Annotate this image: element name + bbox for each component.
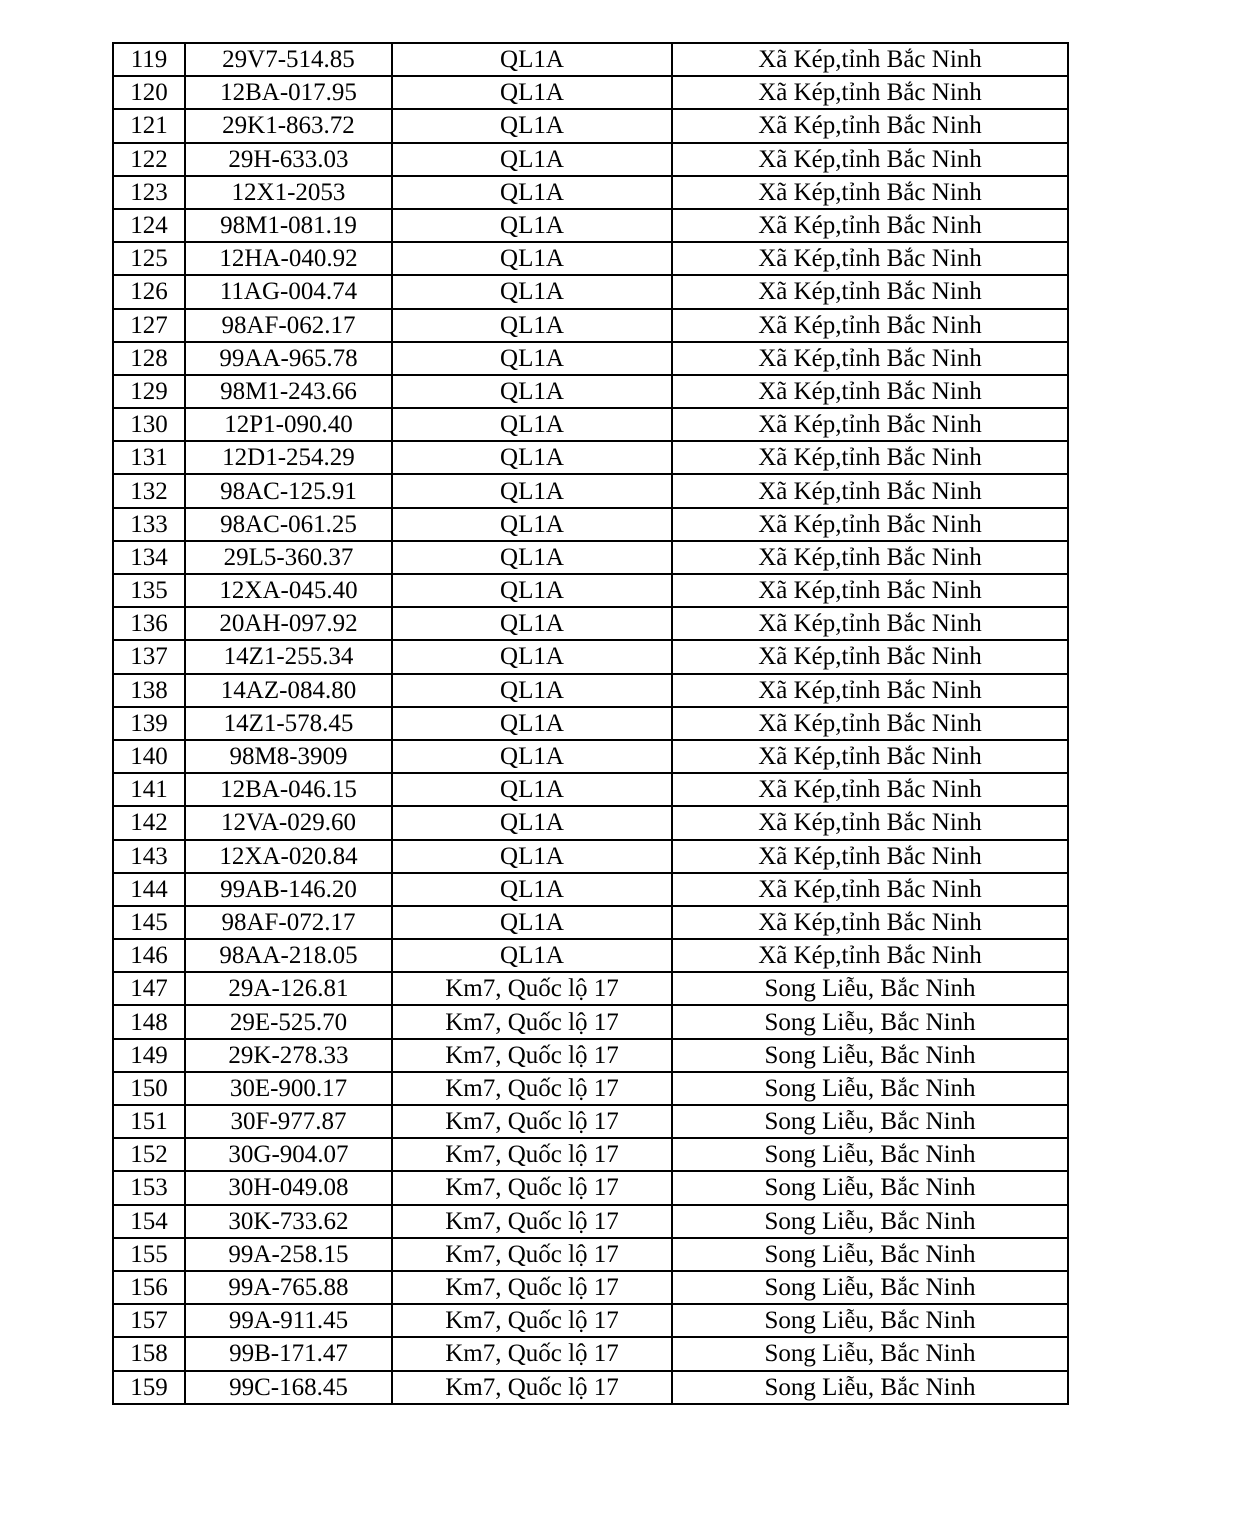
license-plate-cell: 12P1-090.40 bbox=[185, 408, 392, 441]
road-cell: Km7, Quốc lộ 17 bbox=[392, 1039, 672, 1072]
table-row bbox=[113, 1072, 1068, 1105]
table-row bbox=[113, 76, 1068, 109]
table-row bbox=[113, 1337, 1068, 1370]
road-cell: QL1A bbox=[392, 242, 672, 275]
location-cell: Xã Kép,tỉnh Bắc Ninh bbox=[672, 740, 1068, 773]
license-plate-cell: 30F-977.87 bbox=[185, 1105, 392, 1138]
row-number-cell: 152 bbox=[113, 1138, 185, 1171]
table-row bbox=[113, 939, 1068, 972]
location-cell: Xã Kép,tỉnh Bắc Ninh bbox=[672, 840, 1068, 873]
location-cell: Xã Kép,tỉnh Bắc Ninh bbox=[672, 176, 1068, 209]
row-number-cell: 153 bbox=[113, 1171, 185, 1204]
license-plate-cell: 14AZ-084.80 bbox=[185, 674, 392, 707]
row-number-cell: 151 bbox=[113, 1105, 185, 1138]
license-plate-cell: 12BA-046.15 bbox=[185, 773, 392, 806]
road-cell: QL1A bbox=[392, 375, 672, 408]
row-number-cell: 157 bbox=[113, 1304, 185, 1337]
location-cell: Xã Kép,tỉnh Bắc Ninh bbox=[672, 607, 1068, 640]
road-cell: QL1A bbox=[392, 109, 672, 142]
location-cell: Song Liễu, Bắc Ninh bbox=[672, 1205, 1068, 1238]
row-number-cell: 133 bbox=[113, 508, 185, 541]
row-number-cell: 121 bbox=[113, 109, 185, 142]
table-row bbox=[113, 474, 1068, 507]
location-cell: Song Liễu, Bắc Ninh bbox=[672, 1005, 1068, 1038]
row-number-cell: 143 bbox=[113, 840, 185, 873]
road-cell: Km7, Quốc lộ 17 bbox=[392, 1304, 672, 1337]
row-number-cell: 149 bbox=[113, 1039, 185, 1072]
table-row bbox=[113, 275, 1068, 308]
location-cell: Song Liễu, Bắc Ninh bbox=[672, 1304, 1068, 1337]
location-cell: Xã Kép,tỉnh Bắc Ninh bbox=[672, 640, 1068, 673]
row-number-cell: 137 bbox=[113, 640, 185, 673]
license-plate-cell: 98M1-243.66 bbox=[185, 375, 392, 408]
table-row bbox=[113, 342, 1068, 375]
road-cell: QL1A bbox=[392, 441, 672, 474]
table-row bbox=[113, 806, 1068, 839]
location-cell: Xã Kép,tỉnh Bắc Ninh bbox=[672, 474, 1068, 507]
road-cell: QL1A bbox=[392, 840, 672, 873]
license-plate-cell: 99AB-146.20 bbox=[185, 873, 392, 906]
row-number-cell: 146 bbox=[113, 939, 185, 972]
road-cell: Km7, Quốc lộ 17 bbox=[392, 1138, 672, 1171]
row-number-cell: 145 bbox=[113, 906, 185, 939]
license-plate-cell: 99A-911.45 bbox=[185, 1304, 392, 1337]
license-plate-cell: 98AF-062.17 bbox=[185, 309, 392, 342]
table-row bbox=[113, 1205, 1068, 1238]
row-number-cell: 135 bbox=[113, 574, 185, 607]
row-number-cell: 124 bbox=[113, 209, 185, 242]
road-cell: QL1A bbox=[392, 275, 672, 308]
license-plate-cell: 99A-258.15 bbox=[185, 1238, 392, 1271]
license-plate-cell: 98AF-072.17 bbox=[185, 906, 392, 939]
table-row bbox=[113, 607, 1068, 640]
row-number-cell: 141 bbox=[113, 773, 185, 806]
table-row bbox=[113, 740, 1068, 773]
location-cell: Song Liễu, Bắc Ninh bbox=[672, 1039, 1068, 1072]
table-row bbox=[113, 242, 1068, 275]
row-number-cell: 122 bbox=[113, 143, 185, 176]
location-cell: Song Liễu, Bắc Ninh bbox=[672, 1105, 1068, 1138]
road-cell: QL1A bbox=[392, 707, 672, 740]
table-row bbox=[113, 1105, 1068, 1138]
location-cell: Xã Kép,tỉnh Bắc Ninh bbox=[672, 43, 1068, 76]
table-row bbox=[113, 176, 1068, 209]
document-page bbox=[112, 42, 1069, 1405]
table-row bbox=[113, 972, 1068, 1005]
license-plate-cell: 29K1-863.72 bbox=[185, 109, 392, 142]
row-number-cell: 126 bbox=[113, 275, 185, 308]
road-cell: QL1A bbox=[392, 508, 672, 541]
row-number-cell: 128 bbox=[113, 342, 185, 375]
row-number-cell: 140 bbox=[113, 740, 185, 773]
row-number-cell: 129 bbox=[113, 375, 185, 408]
location-cell: Song Liễu, Bắc Ninh bbox=[672, 1171, 1068, 1204]
road-cell: Km7, Quốc lộ 17 bbox=[392, 1205, 672, 1238]
row-number-cell: 119 bbox=[113, 43, 185, 76]
license-plate-cell: 29E-525.70 bbox=[185, 1005, 392, 1038]
row-number-cell: 156 bbox=[113, 1271, 185, 1304]
table-row bbox=[113, 906, 1068, 939]
license-plate-cell: 30H-049.08 bbox=[185, 1171, 392, 1204]
table-row bbox=[113, 1005, 1068, 1038]
location-cell: Xã Kép,tỉnh Bắc Ninh bbox=[672, 873, 1068, 906]
row-number-cell: 139 bbox=[113, 707, 185, 740]
table-row bbox=[113, 873, 1068, 906]
location-cell: Song Liễu, Bắc Ninh bbox=[672, 1371, 1068, 1404]
table-row bbox=[113, 1371, 1068, 1404]
table-row bbox=[113, 109, 1068, 142]
location-cell: Xã Kép,tỉnh Bắc Ninh bbox=[672, 674, 1068, 707]
road-cell: QL1A bbox=[392, 873, 672, 906]
license-plate-cell: 12BA-017.95 bbox=[185, 76, 392, 109]
location-cell: Song Liễu, Bắc Ninh bbox=[672, 1072, 1068, 1105]
road-cell: QL1A bbox=[392, 176, 672, 209]
license-plate-cell: 99B-171.47 bbox=[185, 1337, 392, 1370]
road-cell: Km7, Quốc lộ 17 bbox=[392, 1005, 672, 1038]
row-number-cell: 131 bbox=[113, 441, 185, 474]
license-plate-cell: 30K-733.62 bbox=[185, 1205, 392, 1238]
row-number-cell: 132 bbox=[113, 474, 185, 507]
license-plate-cell: 30G-904.07 bbox=[185, 1138, 392, 1171]
row-number-cell: 158 bbox=[113, 1337, 185, 1370]
road-cell: QL1A bbox=[392, 541, 672, 574]
table-row bbox=[113, 574, 1068, 607]
license-plate-cell: 20AH-097.92 bbox=[185, 607, 392, 640]
license-plate-cell: 12X1-2053 bbox=[185, 176, 392, 209]
license-plate-cell: 12HA-040.92 bbox=[185, 242, 392, 275]
road-cell: QL1A bbox=[392, 474, 672, 507]
location-cell: Xã Kép,tỉnh Bắc Ninh bbox=[672, 906, 1068, 939]
table-row bbox=[113, 840, 1068, 873]
road-cell: QL1A bbox=[392, 43, 672, 76]
table-row bbox=[113, 375, 1068, 408]
license-plate-cell: 98AC-125.91 bbox=[185, 474, 392, 507]
location-cell: Xã Kép,tỉnh Bắc Ninh bbox=[672, 375, 1068, 408]
road-cell: Km7, Quốc lộ 17 bbox=[392, 1371, 672, 1404]
road-cell: QL1A bbox=[392, 342, 672, 375]
license-plate-cell: 99AA-965.78 bbox=[185, 342, 392, 375]
road-cell: QL1A bbox=[392, 309, 672, 342]
row-number-cell: 134 bbox=[113, 541, 185, 574]
road-cell: Km7, Quốc lộ 17 bbox=[392, 1105, 672, 1138]
license-plate-cell: 12VA-029.60 bbox=[185, 806, 392, 839]
license-plate-cell: 12D1-254.29 bbox=[185, 441, 392, 474]
location-cell: Xã Kép,tỉnh Bắc Ninh bbox=[672, 109, 1068, 142]
location-cell: Xã Kép,tỉnh Bắc Ninh bbox=[672, 773, 1068, 806]
location-cell: Xã Kép,tỉnh Bắc Ninh bbox=[672, 76, 1068, 109]
license-plate-cell: 29L5-360.37 bbox=[185, 541, 392, 574]
license-plate-cell: 29H-633.03 bbox=[185, 143, 392, 176]
location-cell: Song Liễu, Bắc Ninh bbox=[672, 1138, 1068, 1171]
road-cell: QL1A bbox=[392, 640, 672, 673]
road-cell: Km7, Quốc lộ 17 bbox=[392, 1072, 672, 1105]
table-row bbox=[113, 1271, 1068, 1304]
table-row bbox=[113, 674, 1068, 707]
table-row bbox=[113, 1238, 1068, 1271]
row-number-cell: 136 bbox=[113, 607, 185, 640]
license-plate-cell: 12XA-020.84 bbox=[185, 840, 392, 873]
license-plate-cell: 14Z1-578.45 bbox=[185, 707, 392, 740]
row-number-cell: 142 bbox=[113, 806, 185, 839]
table-row bbox=[113, 1304, 1068, 1337]
license-plate-cell: 30E-900.17 bbox=[185, 1072, 392, 1105]
table-row bbox=[113, 441, 1068, 474]
table-body bbox=[113, 43, 1068, 1404]
road-cell: QL1A bbox=[392, 806, 672, 839]
row-number-cell: 144 bbox=[113, 873, 185, 906]
road-cell: Km7, Quốc lộ 17 bbox=[392, 1271, 672, 1304]
row-number-cell: 147 bbox=[113, 972, 185, 1005]
table-row bbox=[113, 408, 1068, 441]
location-cell: Xã Kép,tỉnh Bắc Ninh bbox=[672, 574, 1068, 607]
location-cell: Xã Kép,tỉnh Bắc Ninh bbox=[672, 342, 1068, 375]
row-number-cell: 125 bbox=[113, 242, 185, 275]
row-number-cell: 120 bbox=[113, 76, 185, 109]
location-cell: Song Liễu, Bắc Ninh bbox=[672, 1337, 1068, 1370]
row-number-cell: 127 bbox=[113, 309, 185, 342]
location-cell: Xã Kép,tỉnh Bắc Ninh bbox=[672, 242, 1068, 275]
road-cell: QL1A bbox=[392, 76, 672, 109]
row-number-cell: 154 bbox=[113, 1205, 185, 1238]
table-row bbox=[113, 707, 1068, 740]
location-cell: Xã Kép,tỉnh Bắc Ninh bbox=[672, 441, 1068, 474]
license-plate-cell: 29V7-514.85 bbox=[185, 43, 392, 76]
location-cell: Xã Kép,tỉnh Bắc Ninh bbox=[672, 275, 1068, 308]
road-cell: QL1A bbox=[392, 209, 672, 242]
license-plate-cell: 12XA-045.40 bbox=[185, 574, 392, 607]
road-cell: Km7, Quốc lộ 17 bbox=[392, 972, 672, 1005]
road-cell: Km7, Quốc lộ 17 bbox=[392, 1171, 672, 1204]
location-cell: Xã Kép,tỉnh Bắc Ninh bbox=[672, 508, 1068, 541]
location-cell: Xã Kép,tỉnh Bắc Ninh bbox=[672, 309, 1068, 342]
table-row bbox=[113, 1138, 1068, 1171]
location-cell: Song Liễu, Bắc Ninh bbox=[672, 1271, 1068, 1304]
road-cell: QL1A bbox=[392, 773, 672, 806]
row-number-cell: 150 bbox=[113, 1072, 185, 1105]
location-cell: Xã Kép,tỉnh Bắc Ninh bbox=[672, 939, 1068, 972]
location-cell: Xã Kép,tỉnh Bắc Ninh bbox=[672, 707, 1068, 740]
location-cell: Song Liễu, Bắc Ninh bbox=[672, 972, 1068, 1005]
table-row bbox=[113, 143, 1068, 176]
table-row bbox=[113, 541, 1068, 574]
license-plate-cell: 98AA-218.05 bbox=[185, 939, 392, 972]
location-cell: Xã Kép,tỉnh Bắc Ninh bbox=[672, 209, 1068, 242]
location-cell: Song Liễu, Bắc Ninh bbox=[672, 1238, 1068, 1271]
road-cell: QL1A bbox=[392, 674, 672, 707]
row-number-cell: 155 bbox=[113, 1238, 185, 1271]
table-row bbox=[113, 1039, 1068, 1072]
road-cell: QL1A bbox=[392, 740, 672, 773]
table-row bbox=[113, 209, 1068, 242]
license-plate-cell: 29A-126.81 bbox=[185, 972, 392, 1005]
vehicle-table bbox=[112, 42, 1069, 1405]
location-cell: Xã Kép,tỉnh Bắc Ninh bbox=[672, 143, 1068, 176]
road-cell: QL1A bbox=[392, 939, 672, 972]
table-row bbox=[113, 773, 1068, 806]
road-cell: QL1A bbox=[392, 408, 672, 441]
row-number-cell: 138 bbox=[113, 674, 185, 707]
table-row bbox=[113, 640, 1068, 673]
license-plate-cell: 11AG-004.74 bbox=[185, 275, 392, 308]
row-number-cell: 123 bbox=[113, 176, 185, 209]
license-plate-cell: 14Z1-255.34 bbox=[185, 640, 392, 673]
road-cell: Km7, Quốc lộ 17 bbox=[392, 1238, 672, 1271]
license-plate-cell: 98AC-061.25 bbox=[185, 508, 392, 541]
road-cell: QL1A bbox=[392, 906, 672, 939]
license-plate-cell: 98M1-081.19 bbox=[185, 209, 392, 242]
license-plate-cell: 98M8-3909 bbox=[185, 740, 392, 773]
road-cell: QL1A bbox=[392, 143, 672, 176]
license-plate-cell: 99A-765.88 bbox=[185, 1271, 392, 1304]
row-number-cell: 148 bbox=[113, 1005, 185, 1038]
location-cell: Xã Kép,tỉnh Bắc Ninh bbox=[672, 408, 1068, 441]
road-cell: Km7, Quốc lộ 17 bbox=[392, 1337, 672, 1370]
row-number-cell: 130 bbox=[113, 408, 185, 441]
table-row bbox=[113, 508, 1068, 541]
road-cell: QL1A bbox=[392, 607, 672, 640]
license-plate-cell: 29K-278.33 bbox=[185, 1039, 392, 1072]
license-plate-cell: 99C-168.45 bbox=[185, 1371, 392, 1404]
table-row bbox=[113, 309, 1068, 342]
location-cell: Xã Kép,tỉnh Bắc Ninh bbox=[672, 541, 1068, 574]
location-cell: Xã Kép,tỉnh Bắc Ninh bbox=[672, 806, 1068, 839]
table-row bbox=[113, 1171, 1068, 1204]
road-cell: QL1A bbox=[392, 574, 672, 607]
table-row bbox=[113, 43, 1068, 76]
row-number-cell: 159 bbox=[113, 1371, 185, 1404]
